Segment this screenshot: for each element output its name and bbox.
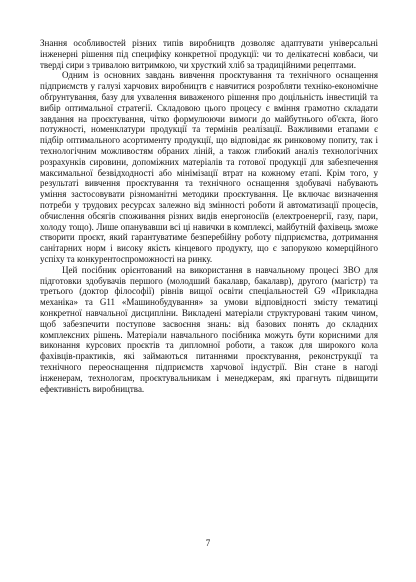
- paragraph-continuation: Знання особливостей різних типів виробництв дозволяє адаптувати універсальні інженерні рішення під специфіку конкретної продукції: чи то делікатесні ковбаси, чи тверді сири з тривалою витримкою, чи хрусткий хліб за традиційними рецептами.: [40, 38, 378, 70]
- paragraph-audience: Цей посібник орієнтований на використання в навчальному процесі ЗВО для підготовки здобувачів першого (молодший бакалавр, бакалавр), другого (магістр) та третього (доктор філософії) рівнів вищої освіти спеціальностей G9 «Прикладна механіка» та G11 «Машинобудування» за умови відповідності змісту тематиці конкретної навчальної дисципліни. Викладені матеріали структуровані таким чином, щоб забезпечити поступове засвоєння знань: від базових понять до складних комплексних рішень. Матеріали навчального посібника можуть бути корисними для виконання курсових проєктів та дипломної роботи, а також для широкого кола фахівців-практиків, які займаються питаннями проєктування, реконструкції та технічного переоснащення підприємств харчової індустрії. Він стане в нагоді інженерам, технологам, проєктувальникам і менеджерам, які прагнуть підвищити ефективність виробництва.: [40, 264, 378, 394]
- page-number: 7: [205, 538, 211, 548]
- body-text: [40, 38, 378, 394]
- paragraph-design-tasks: Одним із основних завдань вивчення проєктування та технічного оснащення підприємств у галузі харчових виробництв є навчитися розробляти техніко-економічне обґрунтування, базу для ухвалення виваженого рішення про доцільність інвестицій та вибір оптимальної стратегії. Складовою цього процесу є вміння грамотно складати завдання на проєктування, чітко формулюючи вимоги до майбутнього об'єкта, його потужності, номенклатури продукції та термінів реалізації. Важливими етапами є підбір оптимального асортименту продукції, що відповідає як ринковому попиту, так і технологічним можливостям обраних ліній, а також глибокий аналіз технологічних розрахунків сировини, допоміжних матеріалів та готової продукції для забезпечення максимальної безвідходності або мінімізації втрат на кожному етапі. Крім того, у результаті вивчення проєктування та технічного оснащення здобувачі набувають уміння застосовувати різноманітні методики проєктування. Це включає визначення потреби у трудових ресурсах залежно від змінності роботи й автоматизації процесів, обчислення обсягів споживання різних видів енергоносіїв (електроенергії, газу, пари, холоду тощо). Лише опанувавши всі ці навички в комплексі, майбутній фахівець зможе створити проєкт, який гарантуватиме безперебійну роботу підприємства, дотримання санітарних норм і високу якість кінцевого продукту, що є запорукою комерційного успіху та конкурентоспроможності на ринку.: [40, 70, 378, 264]
